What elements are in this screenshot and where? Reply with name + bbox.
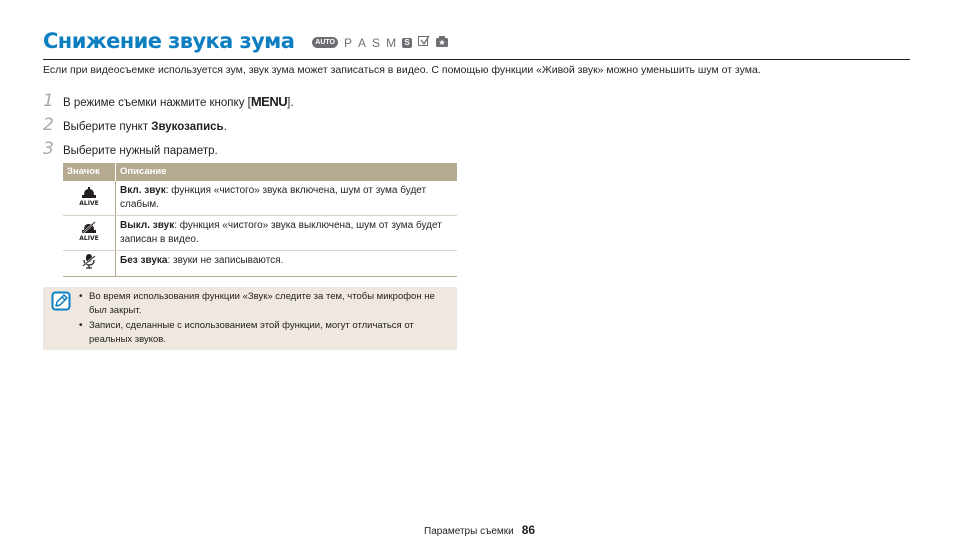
description-cell [116,181,458,216]
option-description: : звуки не записываются. [167,255,284,266]
table-row [63,251,457,277]
title-divider [43,59,910,60]
step-option-name: Звукозапись [151,121,224,133]
step-text [63,91,294,114]
step-text: Выберите нужный параметр. [63,145,218,157]
scene-mode-icon [418,35,430,50]
step-number: 3 [43,139,54,159]
step-number: 2 [43,115,54,135]
column-header-description: Описание [116,163,458,181]
page-number: 86 [521,523,536,537]
table-row [63,216,457,251]
icon-cell [63,181,116,216]
alive-off-icon [77,221,101,241]
menu-key-icon: MENU [250,94,288,109]
note-list [79,290,453,348]
mute-icon [82,261,96,272]
description-cell [116,216,458,251]
description-cell [116,251,458,277]
step-2 [43,114,294,138]
note-item: • Записи, сделанные с использованием этой функции, могут отличаться от реальных звуков. [79,319,453,347]
shooting-mode-icons [312,35,448,50]
step-text [63,116,227,138]
footer-section-title: Параметры съемки [424,526,514,537]
table-row [63,181,457,216]
note-item: • Во время использования функции «Звук» следите за тем, чтобы микрофон не был закрыт. [79,290,453,318]
steps-list [43,90,294,162]
option-name: Без звука [120,255,168,266]
shutter-mode-icon: S [372,35,381,50]
step-text-before: Выберите пункт [63,121,152,133]
step-number: 1 [43,91,54,111]
step-text-after: ]. [287,97,294,109]
title-row [43,28,448,54]
page-title: Снижение звука зума [43,29,295,53]
column-header-icon: Значок [63,163,116,181]
option-description: : функция «чистого» звука выключена, шум от зума будет записан в видео. [120,220,442,245]
svg-text:ALIVE: ALIVE [79,234,99,241]
manual-mode-icon: M [386,35,397,50]
intro-text: Если при видеосъемке используется зум, звук зума может записаться в видео. С помощью функции «Живой звук» можно уменьшить шум от зума. [43,64,761,76]
step-text-before: В режиме съемки нажмите кнопку [ [63,97,251,109]
step-3 [43,138,294,162]
note-box [43,287,457,350]
step-text-after: . [223,121,227,133]
movie-smart-icon [436,36,448,50]
options-table [63,163,457,277]
note-pencil-icon [51,291,71,311]
icon-cell [63,251,116,277]
program-mode-icon: P [344,35,353,50]
icon-cell [63,216,116,251]
svg-text:ALIVE: ALIVE [79,199,99,206]
smart-mode-icon: S [402,38,412,48]
auto-mode-icon: AUTO [312,37,338,48]
aperture-mode-icon: A [358,35,367,50]
option-name: Вкл. звук [120,185,166,196]
option-description: : функция «чистого» звука включена, шум от зума будет слабым. [120,185,427,210]
table-header-row [63,163,457,181]
page-footer [424,523,535,537]
alive-on-icon [77,186,101,206]
option-name: Выкл. звук [120,220,175,231]
step-1 [43,90,294,114]
